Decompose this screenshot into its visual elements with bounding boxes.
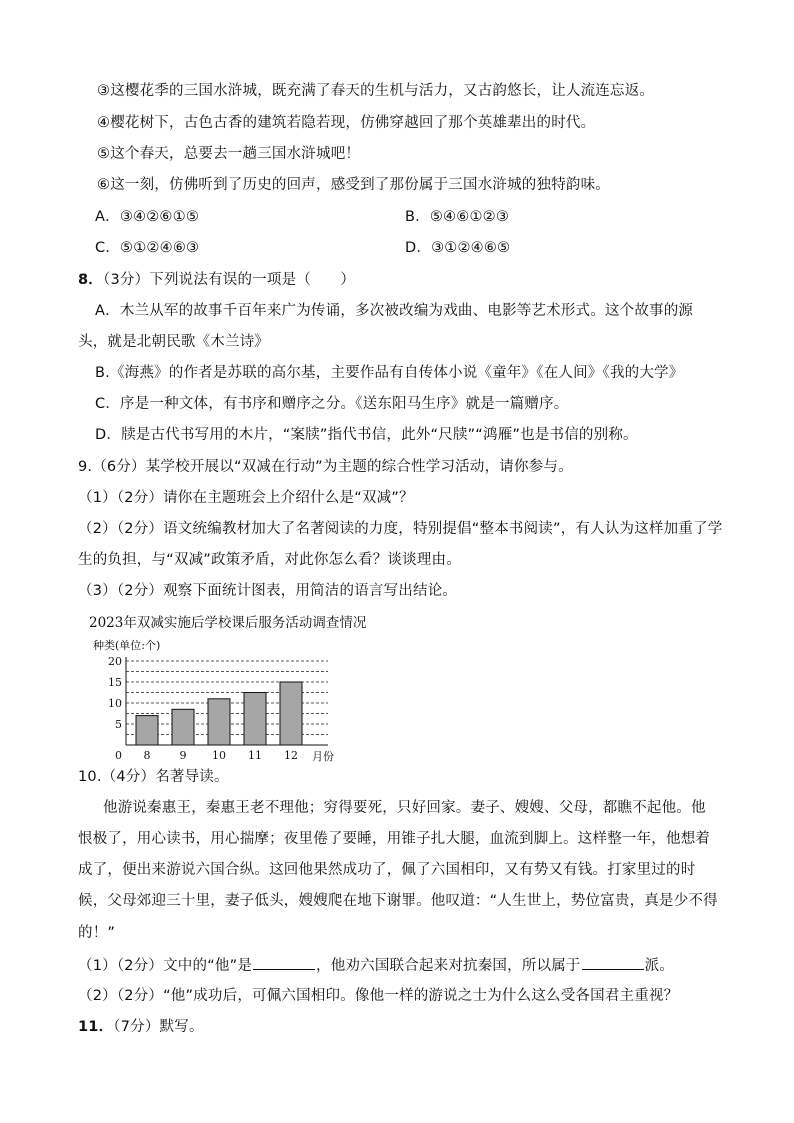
- q9-stem: 9.（6分）某学校开展以“双减在行动”为主题的综合性学习活动，请你参与。: [78, 459, 573, 475]
- q9-sub3: （3）（2分）观察下面统计图表，用简洁的语言写出结论。: [78, 583, 458, 599]
- q7-option-d: D．③①②④⑥⑤: [405, 240, 511, 256]
- q8-option-a-line2: 头，就是北朝民歌《木兰诗》: [78, 334, 270, 350]
- q7-item-3: ③这樱花季的三国水浒城，既充满了春天的生机与活力，又古韵悠长，让人流连忘返。: [97, 83, 655, 99]
- bar-chart-svg: [92, 634, 352, 764]
- bar-10: [208, 699, 230, 745]
- q7-option-a: A．③④②⑥①⑤: [95, 209, 200, 225]
- q7-item-5: ⑤这个春天，总要去一趟三国水浒城吧！: [97, 146, 361, 162]
- x-tick-label: 9: [179, 749, 187, 762]
- bar-8: [136, 716, 158, 745]
- q9-sub2-line1: （2）（2分）语文统编教材加大了名著阅读的力度，特别提倡“整本书阅读”，有人认为这样加重了学: [78, 521, 723, 537]
- y-tick-label: 5: [115, 718, 122, 731]
- q10-sub1-part1: （1）（2分）文中的“他”是: [78, 958, 253, 974]
- y-axis-label: 种类(单位:个): [93, 639, 161, 652]
- q8-option-a-line1: A．木兰从军的故事千百年来广为传诵，多次被改编为戏曲、电影等艺术形式。这个故事的源: [95, 303, 694, 319]
- q10-passage-line1: 他游说秦惠王，秦惠王老不理他；穷得要死，只好回家。妻子、嫂嫂、父母，都瞧不起他。他: [103, 800, 706, 816]
- q8-option-b: B.《海燕》的作者是苏联的高尔基，主要作品有自传体小说《童年》《在人间》《我的大学》: [95, 365, 684, 381]
- answer-blank-1[interactable]: [253, 955, 315, 970]
- q10-sub1-part3: 派。: [644, 958, 675, 974]
- bar-chart: [92, 634, 352, 764]
- q10-sub1: [78, 955, 674, 976]
- q11-stem-text: （7分）默写。: [113, 1019, 204, 1035]
- q7-item-6: ⑥这一刻，仿佛听到了历史的回声，感受到了那份属于三国水浒城的独特韵味。: [97, 177, 610, 193]
- q11-stem: [78, 1017, 204, 1037]
- q9-sub2-line2: 生的负担，与“双减”政策矛盾，对此你怎么看？谈谈理由。: [78, 552, 461, 568]
- q8-stem-text: （3分）下列说法有误的一项是（ ）: [103, 272, 356, 288]
- bar-12: [280, 682, 302, 745]
- q7-item-4: ④樱花树下，古色古香的建筑若隐若现，仿佛穿越回了那个英雄辈出的时代。: [97, 115, 596, 131]
- y-tick-label: 10: [108, 697, 122, 710]
- q10-passage-line2: 恨极了，用心读书，用心揣摩；夜里倦了要睡，用锥子扎大腿，血流到脚上。这样整一年，他想着: [78, 831, 711, 847]
- q10-sub2: （2）（2分）“他”成功后，可佩六国相印。像他一样的游说之士为什么这么受各国君主重视？: [78, 988, 679, 1004]
- x-axis-label: 月份: [312, 750, 334, 763]
- chart-title: 2023年双减实施后学校课后服务活动调查情况: [89, 615, 367, 631]
- q8-option-d: D．牍是古代书写用的木片，“案牍”指代书信，此外“尺牍”“鸿雁”也是书信的别称。: [95, 427, 638, 443]
- q10-stem: 10.（4分）名著导读。: [78, 769, 229, 785]
- x-tick-label: 12: [284, 749, 298, 762]
- q10-passage-line5: 的！”: [78, 925, 116, 941]
- q7-option-c: C．⑤①②④⑥③: [95, 240, 200, 256]
- q8-stem: [78, 270, 355, 290]
- q10-passage-line4: 候，父母郊迎三十里，妻子低头，嫂嫂爬在地下谢罪。他叹道：“人生世上，势位富贵，真是少不得: [78, 893, 718, 909]
- q8-number: 8．: [78, 272, 103, 288]
- bar-11: [244, 693, 266, 746]
- y-tick-label: 20: [108, 655, 122, 668]
- x-tick-label: 11: [248, 749, 262, 762]
- q9-sub1: （1）（2分）请你在主题班会上介绍什么是“双减”？: [78, 490, 414, 506]
- q7-option-b: B．⑤④⑥①②③: [405, 209, 510, 225]
- q10-passage-line3: 成了，便出来游说六国合纵。这回他果然成功了，佩了六国相印，又有势又有钱。打家里过的时: [78, 862, 696, 878]
- y-tick-label: 15: [108, 676, 122, 689]
- q11-number: 11．: [78, 1019, 114, 1035]
- q8-option-c: C．序是一种文体，有书序和赠序之分。《送东阳马生序》就是一篇赠序。: [95, 396, 569, 412]
- answer-blank-2[interactable]: [582, 955, 644, 970]
- origin-label: 0: [115, 749, 122, 762]
- x-tick-label: 10: [212, 749, 226, 762]
- bar-9: [172, 709, 194, 745]
- q10-sub1-part2: ，他劝六国联合起来对抗秦国，所以属于: [316, 958, 581, 974]
- x-tick-label: 8: [143, 749, 151, 762]
